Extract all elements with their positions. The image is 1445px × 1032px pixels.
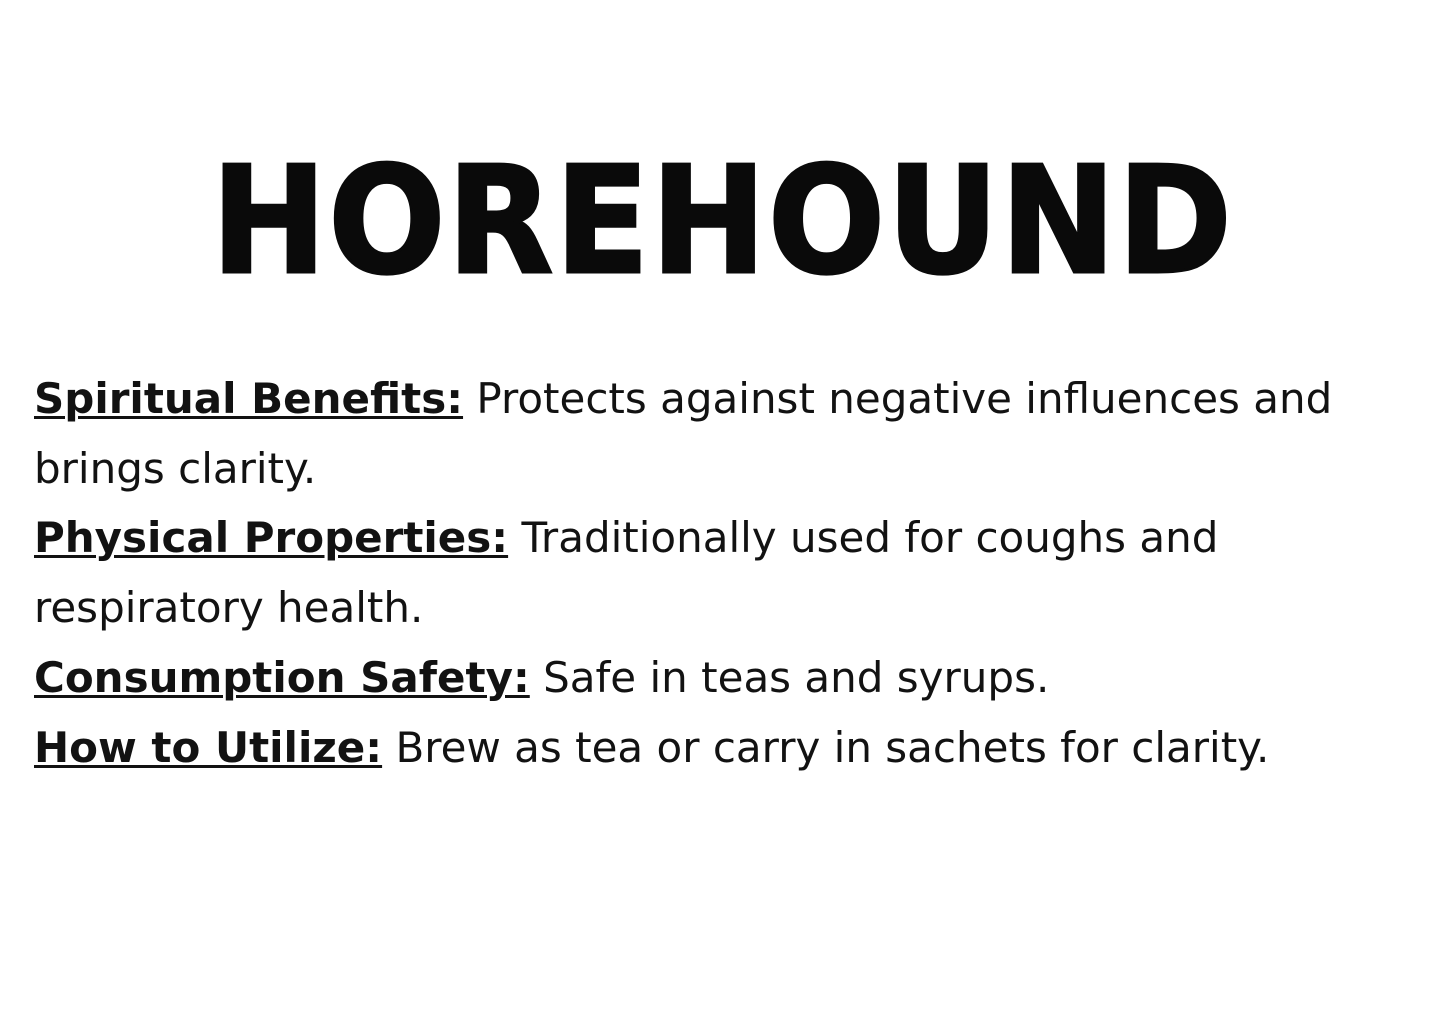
list-item bbox=[34, 503, 1396, 642]
entry-label-how-to-utilize: How to Utilize: bbox=[34, 722, 383, 772]
entry-label-spiritual-benefits: Spiritual Benefits: bbox=[34, 374, 464, 423]
entry-value-how-to-utilize: Brew as tea or carry in sachets for clarity. bbox=[395, 722, 1270, 772]
entry-label-physical-properties: Physical Properties: bbox=[34, 513, 509, 563]
entry-label-consumption-safety: Consumption Safety: bbox=[34, 652, 530, 702]
list-item bbox=[34, 364, 1396, 503]
list-item bbox=[34, 643, 1396, 713]
entry-value-consumption-safety: Safe in teas and syrups. bbox=[543, 652, 1050, 702]
entry-value-physical-properties: Traditionally used for coughs and respiratory health. bbox=[34, 513, 1219, 633]
page-title: HOREHOUND bbox=[211, 135, 1234, 308]
entry-value-spiritual-benefits: Protects against negative influences and brings clarity. bbox=[34, 374, 1333, 493]
list-item bbox=[34, 713, 1396, 783]
herb-info-list bbox=[34, 364, 1396, 782]
